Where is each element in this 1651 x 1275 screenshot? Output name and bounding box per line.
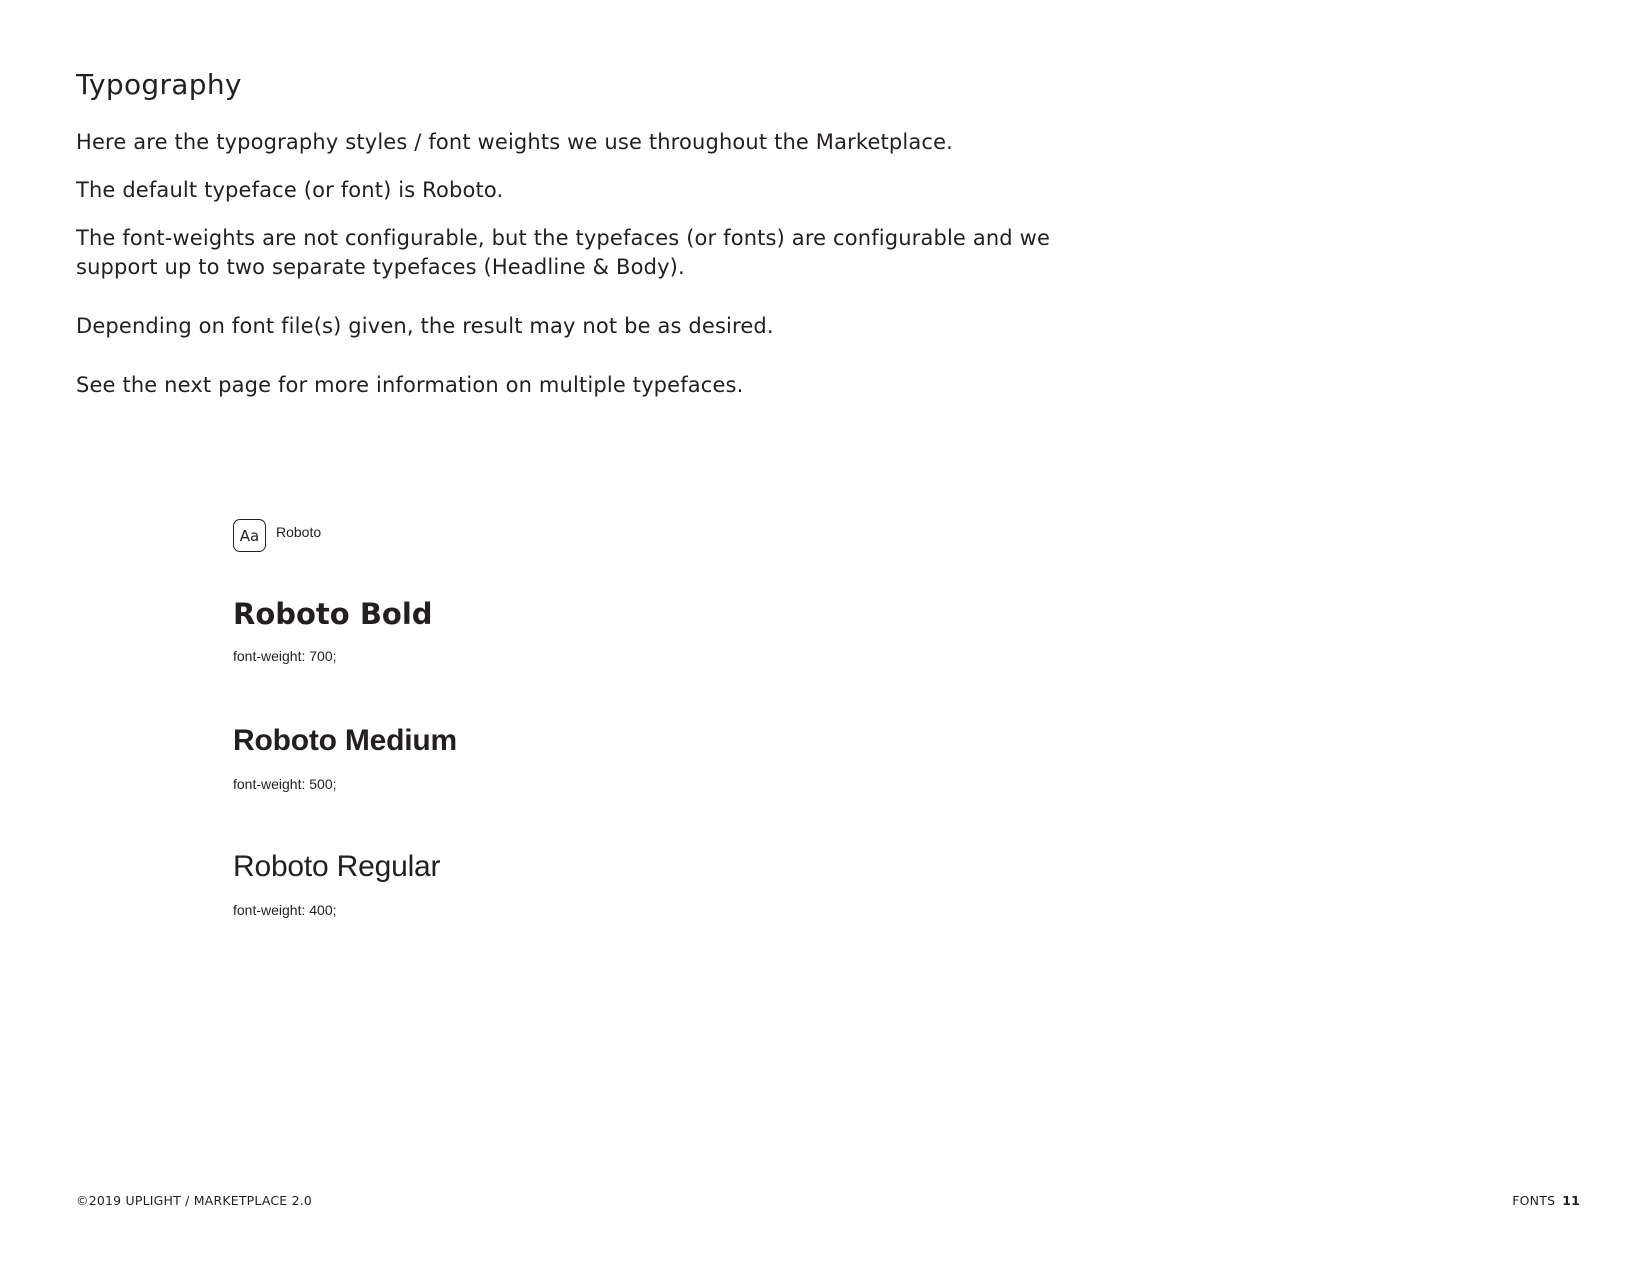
weight-css-regular: font-weight: 400;: [233, 902, 337, 918]
typeface-chip: [233, 519, 321, 552]
font-file-note-paragraph: Depending on font file(s) given, the result may not be as desired.: [76, 314, 774, 338]
footer-section: FONTS: [1512, 1193, 1556, 1208]
weight-sample-medium: Roboto Medium: [233, 724, 458, 757]
typeface-icon: Aa: [233, 519, 266, 552]
typeface-name: Roboto: [276, 524, 322, 540]
footer-copyright: ©2019 UPLIGHT / MARKETPLACE 2.0: [76, 1193, 313, 1208]
weight-sample-bold: Roboto Bold: [233, 597, 433, 631]
default-typeface-paragraph: The default typeface (or font) is Roboto.: [76, 178, 504, 202]
weight-css-bold: font-weight: 700;: [233, 648, 337, 664]
weight-sample-regular: Roboto Regular: [233, 850, 441, 883]
page-title: Typography: [76, 68, 242, 101]
footer-page-number: 11: [1562, 1193, 1580, 1208]
footer-page-info: [1512, 1193, 1580, 1208]
configurable-typefaces-paragraph: The font-weights are not configurable, but the typefaces (or fonts) are configurable and we support up to two separate typefaces (Headline & Body).: [76, 226, 1051, 279]
next-page-note-paragraph: See the next page for more information on multiple typefaces.: [76, 373, 744, 397]
weight-css-medium: font-weight: 500;: [233, 776, 337, 792]
intro-paragraph: Here are the typography styles / font weights we use throughout the Marketplace.: [76, 130, 953, 154]
